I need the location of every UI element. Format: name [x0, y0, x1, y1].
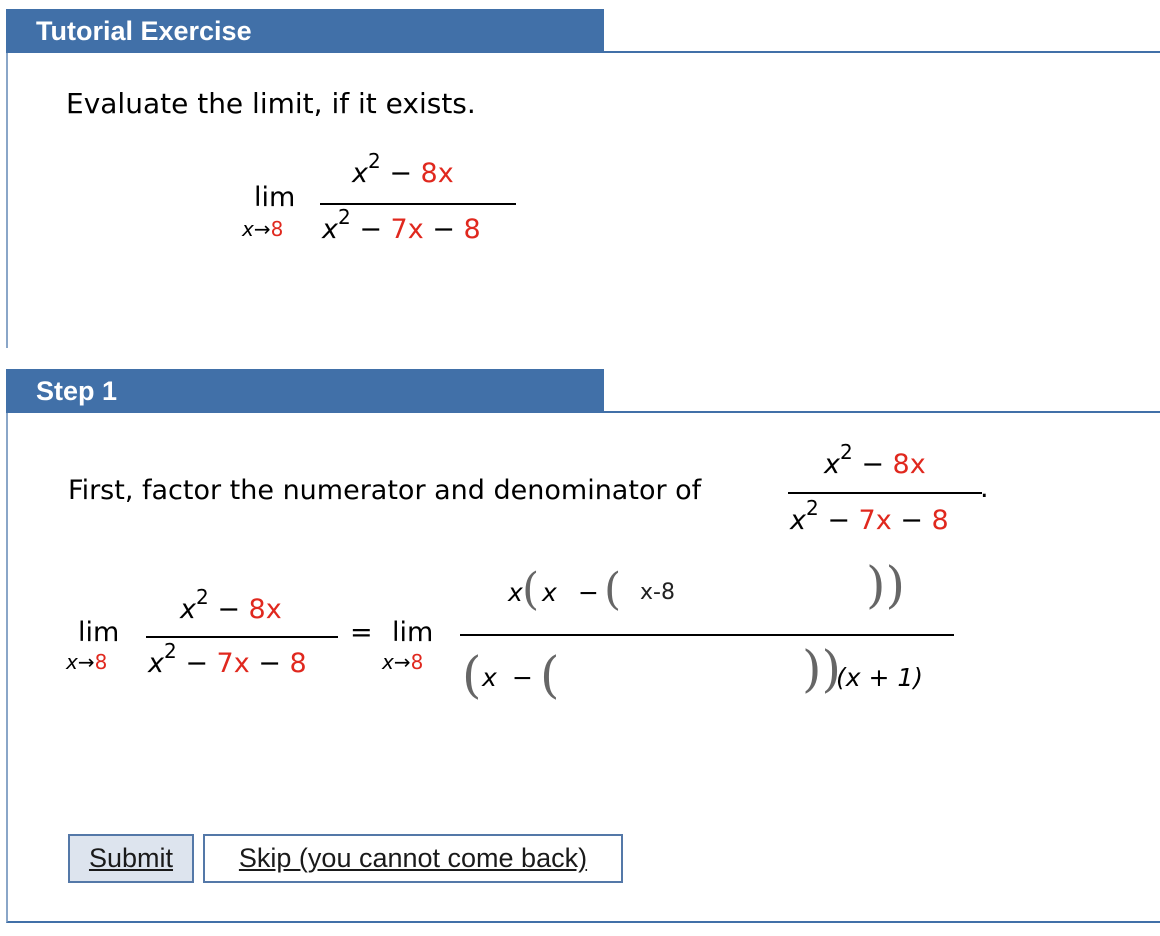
numerator: $x^2 - 8x$: [352, 149, 454, 189]
rhs-fraction-bar: [460, 634, 954, 636]
instruction-fraction-bar: [788, 492, 982, 494]
lhs-lim-subscript: x→8: [66, 650, 108, 674]
step1-instruction: First, factor the numerator and denominator of: [68, 475, 702, 506]
numerator-close-parens: )): [866, 556, 906, 614]
rhs-denominator-factor: (x + 1): [836, 663, 924, 692]
denominator-open-paren-outer: (: [462, 646, 482, 704]
rhs-numerator-inner-x: x: [542, 578, 557, 607]
numerator-open-paren-outer: (: [522, 564, 540, 615]
instruction-numerator: $x^2 - 8x$: [824, 440, 926, 480]
submit-button[interactable]: Submit: [68, 834, 194, 883]
lim-label: lim: [254, 182, 296, 213]
equals-sign: =: [350, 617, 373, 648]
denominator-close-parens: )): [802, 640, 842, 698]
denominator-open-paren-inner: (: [540, 646, 560, 704]
step1-header: Step 1: [6, 369, 604, 413]
lim-subscript: x→8: [242, 217, 284, 241]
rhs-denominator-x: x: [482, 663, 497, 692]
skip-button[interactable]: Skip (you cannot come back): [203, 834, 623, 883]
lhs-lim-label: lim: [78, 617, 120, 648]
denominator: $x^2 - 7x - 8$: [322, 205, 481, 245]
denominator-answer-input[interactable]: [570, 660, 790, 694]
rhs-numerator-x: x: [508, 578, 523, 607]
instruction-period: .: [980, 473, 989, 504]
numerator-answer-input[interactable]: [640, 576, 860, 608]
lhs-numerator: $x^2 - 8x$: [180, 585, 282, 625]
rhs-lim-subscript: x→8: [382, 650, 424, 674]
lhs-fraction-bar: [146, 636, 338, 638]
lhs-denominator: $x^2 - 7x - 8$: [148, 639, 307, 679]
rhs-numerator-minus: −: [578, 578, 599, 607]
numerator-open-paren-inner: (: [604, 564, 622, 615]
instruction-denominator: $x^2 - 7x - 8$: [790, 496, 949, 536]
tutorial-header: Tutorial Exercise: [6, 9, 604, 53]
tutorial-prompt: Evaluate the limit, if it exists.: [66, 87, 476, 120]
rhs-lim-label: lim: [392, 617, 434, 648]
rhs-denominator-minus: −: [512, 663, 533, 692]
